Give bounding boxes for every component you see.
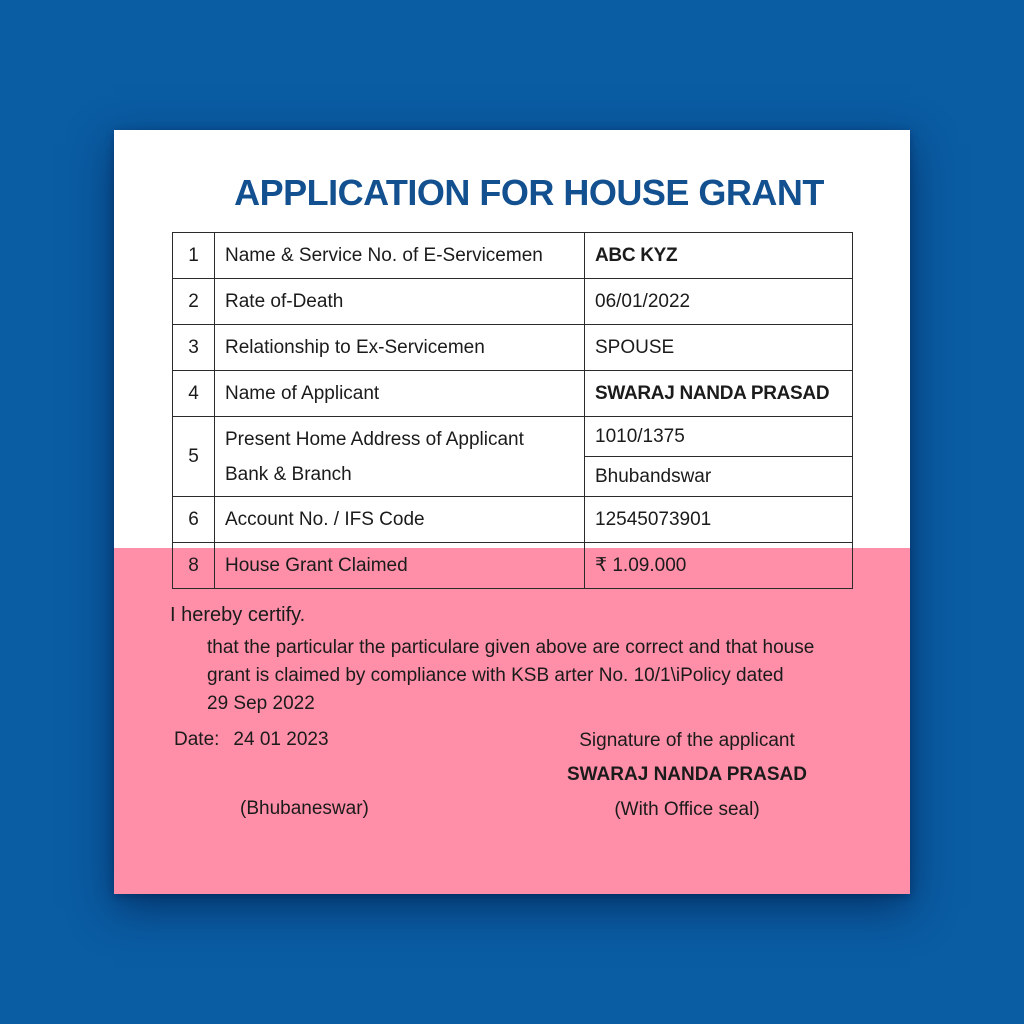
row-value: 06/01/2022	[585, 279, 853, 325]
row-label: Name of Applicant	[215, 371, 585, 417]
row-label: Relationship to Ex-Servicemen	[215, 325, 585, 371]
signature-name: SWARAJ NANDA PRASAD	[567, 764, 807, 785]
row-value: ₹ 1.09.000	[585, 543, 853, 589]
date-label: Date:	[174, 729, 220, 750]
table-row	[173, 279, 853, 325]
row-value: 12545073901	[585, 497, 853, 543]
table-row	[173, 371, 853, 417]
certify-line: that the particular the particulare given above are correct and that house	[207, 637, 815, 658]
place: (Bhubaneswar)	[240, 798, 369, 819]
table-row	[173, 543, 853, 589]
row-number: 8	[173, 543, 215, 589]
row-label	[215, 417, 585, 497]
row-value: SWARAJ NANDA PRASAD	[585, 371, 853, 417]
application-form	[114, 130, 910, 894]
certify-statement	[207, 634, 887, 718]
table-row	[173, 325, 853, 371]
details-table	[172, 232, 853, 589]
row-number: 6	[173, 497, 215, 543]
date-value: 24 01 2023	[233, 729, 329, 750]
table-row	[173, 417, 853, 457]
signature-label: Signature of the applicant	[579, 730, 795, 751]
certify-line: grant is claimed by compliance with KSB arter No. 10/1\iPolicy dated	[207, 665, 784, 686]
row-value: ABC KYZ	[585, 233, 853, 279]
table-row	[173, 233, 853, 279]
signature-block	[534, 729, 840, 832]
table-row	[173, 497, 853, 543]
row-label: Name & Service No. of E-Servicemen	[215, 233, 585, 279]
bank-branch-value: Bhubandswar	[585, 457, 853, 497]
row-number: 1	[173, 233, 215, 279]
certify-heading: I hereby certify.	[170, 604, 306, 626]
row-label: Account No. / IFS Code	[215, 497, 585, 543]
row-label: Rate of-Death	[215, 279, 585, 325]
row-number: 2	[173, 279, 215, 325]
form-title: APPLICATION FOR HOUSE GRANT	[234, 172, 824, 213]
address-value: 1010/1375	[585, 417, 853, 457]
row-number: 5	[173, 417, 215, 497]
row-label: House Grant Claimed	[215, 543, 585, 589]
row-value: SPOUSE	[585, 325, 853, 371]
row-number: 4	[173, 371, 215, 417]
row-number: 3	[173, 325, 215, 371]
certify-line: 29 Sep 2022	[207, 693, 315, 714]
seal-note: (With Office seal)	[614, 799, 760, 820]
bank-branch-label: Bank & Branch	[225, 463, 352, 485]
address-label: Present Home Address of Applicant	[225, 428, 524, 450]
date-field	[174, 729, 329, 751]
